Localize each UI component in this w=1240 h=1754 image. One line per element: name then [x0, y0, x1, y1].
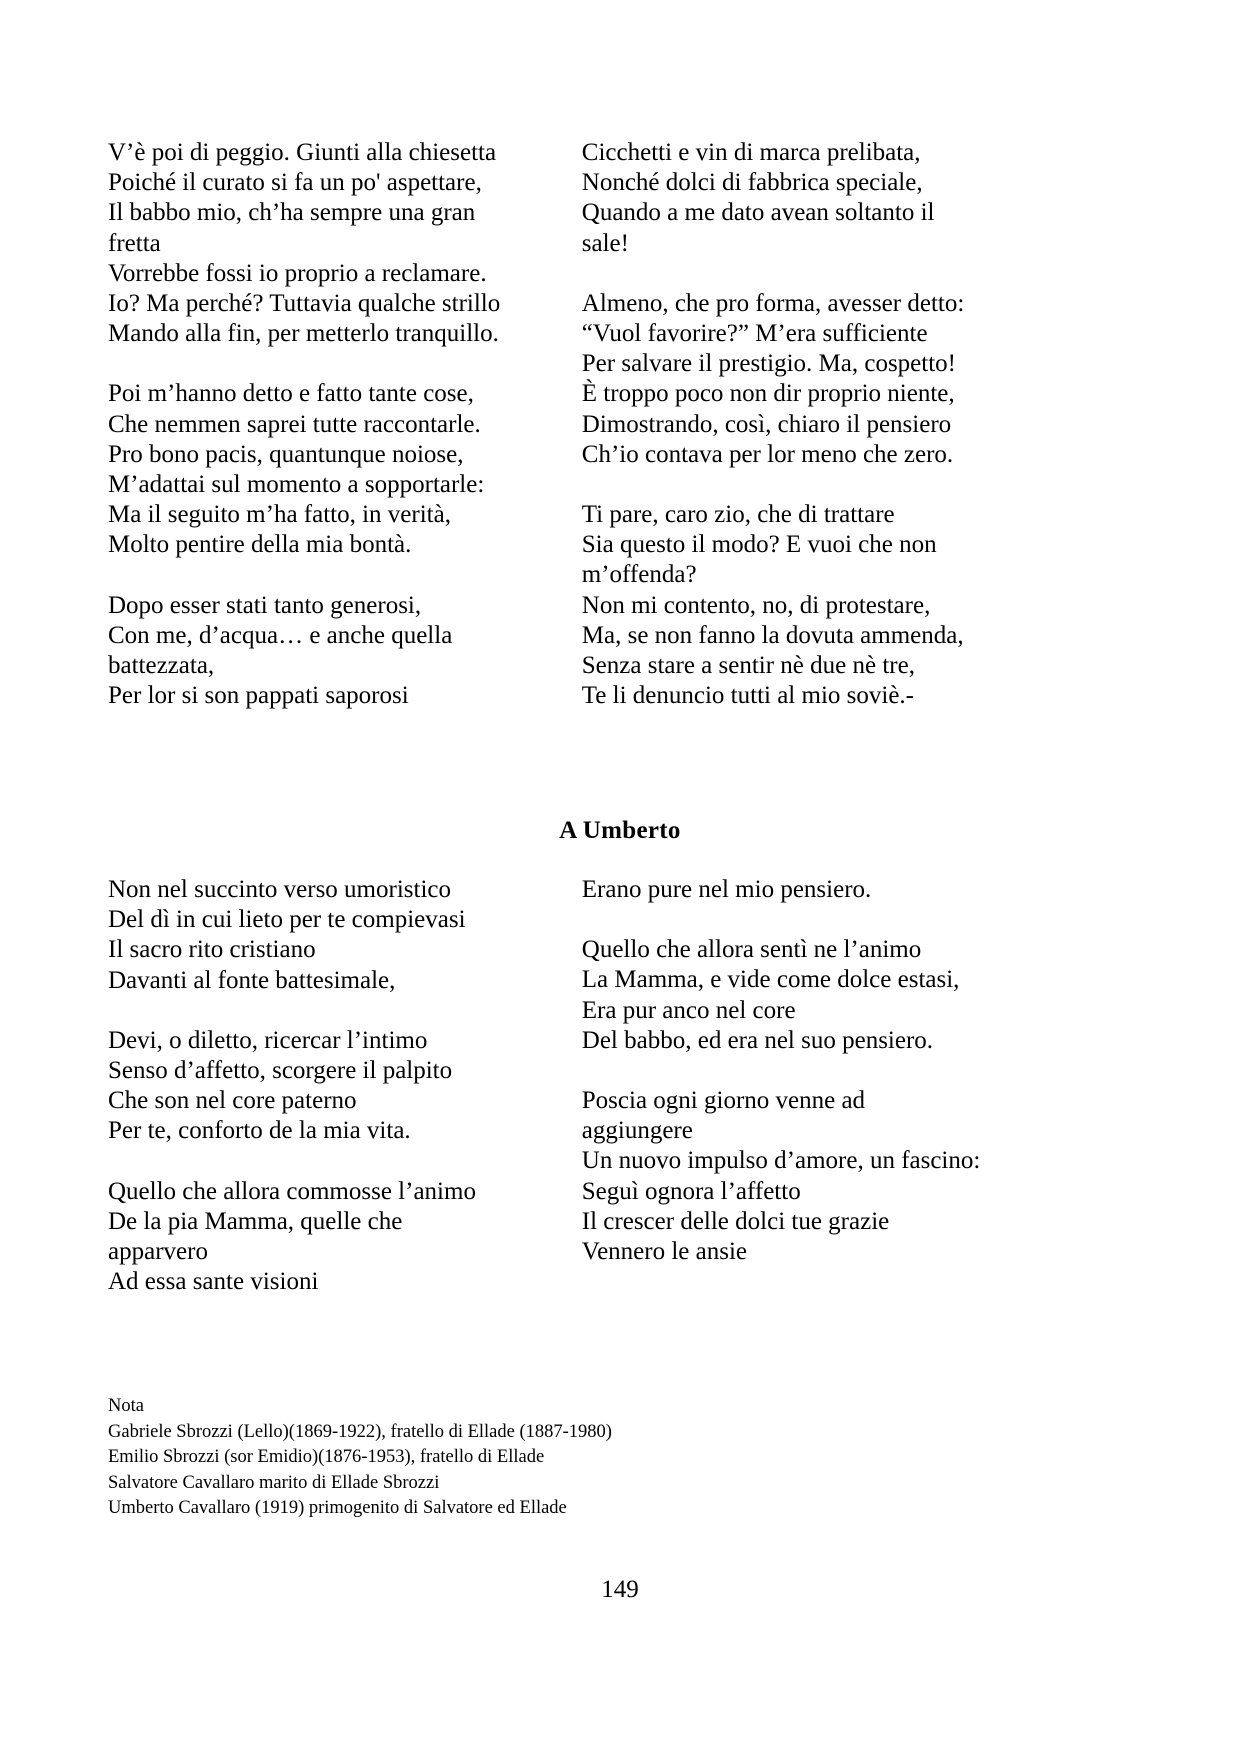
poem-line: Un nuovo impulso d’amore, un fascino: — [581, 1147, 981, 1175]
poem-line: m’offenda? — [581, 561, 697, 589]
poem-line: Pro bono pacis, quantunque noiose, — [108, 440, 464, 468]
poem-line: Seguì ognora l’affetto — [581, 1177, 801, 1205]
poem-line: Erano pure nel mio pensiero. — [581, 876, 872, 903]
poem-line: Poiché il curato si fa un po' aspettare, — [108, 169, 482, 197]
poem-line: aggiungere — [581, 1117, 693, 1145]
poem-line: Devi, o diletto, ricercar l’intimo — [108, 1026, 428, 1054]
poem-line: Ma, se non fanno la dovuta ammenda, — [581, 621, 964, 649]
note-line: Umberto Cavallaro (1919) primogenito di Salvatore ed Ellade — [108, 1498, 567, 1518]
stanza — [108, 1026, 582, 1147]
poem-line: M’adattai sul momento a sopportarle: — [108, 471, 485, 499]
poem-line: Non mi contento, no, di protestare, — [581, 591, 931, 619]
poem-line: Senso d’affetto, scorgere il palpito — [108, 1057, 453, 1085]
poem-line: Mando alla fin, per metterlo tranquillo. — [108, 320, 499, 348]
poem-first — [108, 138, 1008, 711]
poem-second — [108, 875, 1008, 1297]
poem-line: Che son nel core paterno — [108, 1087, 357, 1115]
stanza — [582, 289, 1008, 470]
stanza — [582, 500, 1008, 711]
poem-second-left-column — [108, 875, 582, 1297]
poem-line: V’è poi di peggio. Giunti alla chiesetta — [108, 139, 497, 166]
poem-line: Dopo esser stati tanto generosi, — [108, 591, 422, 619]
poem-line: Era pur anco nel core — [581, 996, 796, 1024]
poem-line: Del babbo, ed era nel suo pensiero. — [581, 1026, 934, 1054]
notes-heading: Nota — [108, 1396, 144, 1416]
stanza — [108, 591, 582, 712]
poem-line: apparvero — [108, 1238, 208, 1266]
note-line: Emilio Sbrozzi (sor Emidio)(1876-1953), fratello di Ellade — [108, 1447, 545, 1467]
poem-line: Per salvare il prestigio. Ma, cospetto! — [581, 350, 956, 378]
poem-line: Quando a me dato avean soltanto il — [581, 199, 935, 227]
page-number: 149 — [601, 1576, 639, 1603]
stanza — [108, 379, 582, 560]
poem-line: sale! — [581, 229, 629, 257]
poem-line: Per te, conforto de la mia vita. — [108, 1117, 411, 1145]
poem-line: Il sacro rito cristiano — [108, 936, 316, 964]
note-line: Salvatore Cavallaro marito di Ellade Sbrozzi — [108, 1472, 440, 1493]
poem-line: Davanti al fonte battesimale, — [108, 966, 396, 994]
stanza — [108, 875, 582, 996]
poem-line: Dimostrando, così, chiaro il pensiero — [581, 410, 952, 438]
poem-line: Poscia ogni giorno venne ad — [581, 1087, 866, 1115]
poem-line: Poi m’hanno detto e fatto tante cose, — [108, 380, 474, 408]
poem-line: Senza stare a sentir nè due nè tre, — [581, 652, 915, 680]
poem-line: È troppo poco non dir proprio niente, — [581, 380, 955, 408]
poem-line: Almeno, che pro forma, avesser detto: — [581, 289, 965, 317]
poem-line: De la pia Mamma, quelle che — [108, 1207, 403, 1235]
poem-line: Quello che allora sentì ne l’animo — [581, 936, 922, 964]
stanza — [582, 138, 1008, 259]
poem-line: Io? Ma perché? Tuttavia qualche strillo — [108, 290, 501, 318]
poem-first-left-column — [108, 138, 582, 711]
poem-line: battezzata, — [108, 652, 215, 680]
poem-second-right-column — [582, 875, 1008, 1297]
poem-line: Vorrebbe fossi io proprio a reclamare. — [108, 259, 487, 287]
stanza — [108, 138, 582, 349]
poem-line: Quello che allora commosse l’animo — [108, 1177, 476, 1205]
poem-line: Con me, d’acqua… e anche quella — [108, 621, 453, 649]
poem-line: Che nemmen saprei tutte raccontarle. — [108, 410, 481, 438]
poem-line: Il crescer delle dolci tue grazie — [581, 1207, 890, 1235]
poem-line: Del dì in cui lieto per te compievasi — [108, 906, 466, 934]
poem-line: Te li denuncio tutti al mio soviè.- — [581, 682, 914, 710]
poem-line: Sia questo il modo? E vuoi che non — [581, 531, 937, 559]
poem-line: Non nel succinto verso umoristico — [108, 876, 451, 903]
notes-lines — [108, 1420, 868, 1522]
note-line: Gabriele Sbrozzi (Lello)(1869-1922), fratello di Ellade (1887-1980) — [108, 1421, 612, 1442]
poem-line: Il babbo mio, ch’ha sempre una gran — [108, 199, 476, 227]
poem-line: Ad essa sante visioni — [108, 1268, 319, 1296]
poem-line: Cicchetti e vin di marca prelibata, — [581, 139, 921, 166]
stanza — [582, 935, 1008, 1056]
poem-line: Ma il seguito m’ha fatto, in verità, — [108, 501, 451, 529]
poem-line: Per lor si son pappati saporosi — [108, 682, 409, 710]
poem-first-right-column — [582, 138, 1008, 711]
poem-line: Ti pare, caro zio, che di trattare — [581, 501, 895, 529]
stanza — [582, 875, 1008, 905]
poem-line: “Vuol favorire?” M’era sufficiente — [581, 320, 928, 348]
poem-line: Nonché dolci di fabbrica speciale, — [581, 169, 923, 197]
poem-line: fretta — [108, 229, 161, 257]
notes-section — [108, 1394, 868, 1522]
poem-line: Molto pentire della mia bontà. — [108, 531, 412, 559]
stanza — [582, 1086, 1008, 1267]
poem-line: Vennero le ansie — [581, 1238, 747, 1266]
page-title: A Umberto — [559, 817, 681, 844]
poem-line: Ch’io contava per lor meno che zero. — [581, 440, 954, 468]
poem-line: La Mamma, e vide come dolce estasi, — [581, 966, 960, 994]
stanza — [108, 1177, 582, 1298]
